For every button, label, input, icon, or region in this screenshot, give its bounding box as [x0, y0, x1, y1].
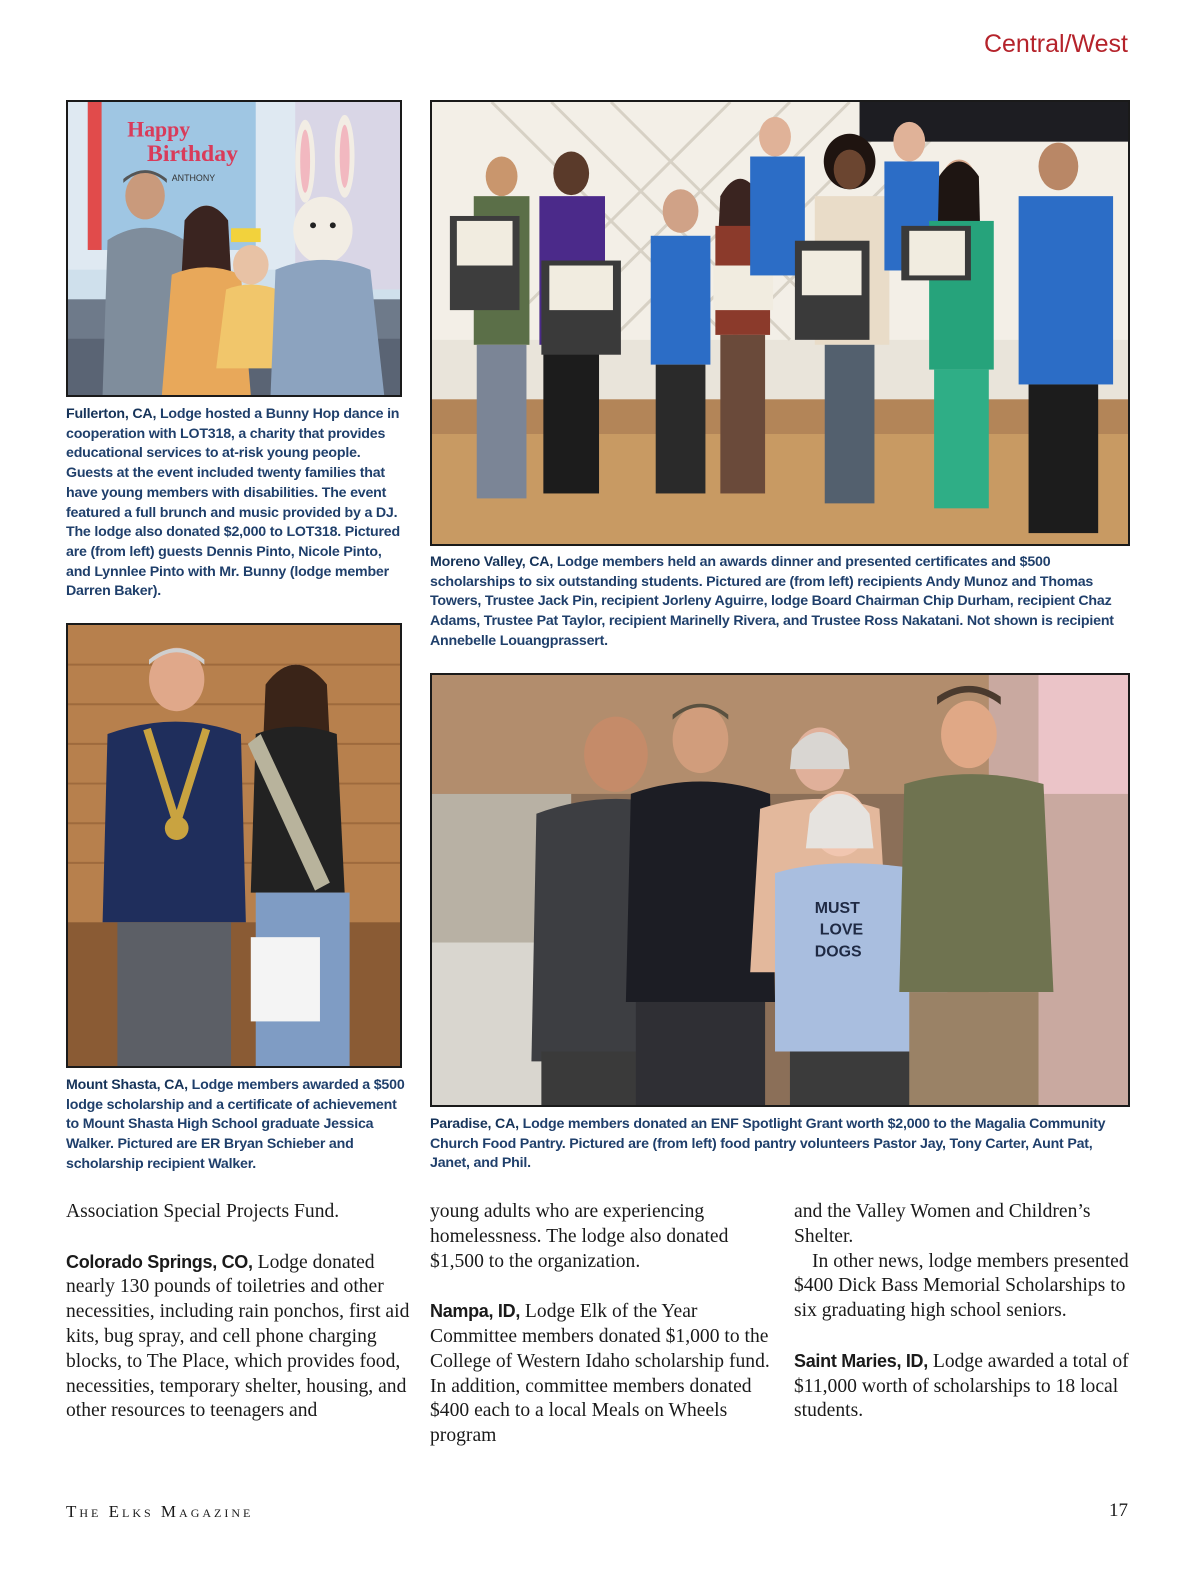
- caption-place: Fullerton, CA,: [66, 406, 157, 422]
- photo-moreno-valley: [430, 100, 1130, 546]
- caption-text: Lodge members donated an ENF Spotlight Grant worth $2,000 to the Magalia Community Church Food Pantry. Pictured are (from left) food pantry volunteers Pastor Jay, Tony Carter, Aunt Pat, Janet, and Phil.: [430, 1116, 1106, 1172]
- banner-name-text: ANTHONY: [171, 172, 216, 183]
- lodge-name: Nampa, ID,: [430, 1301, 521, 1322]
- body-paragraph: [430, 1299, 775, 1449]
- banner-birthday-text: Birthday: [147, 141, 238, 168]
- body-paragraph: and the Valley Women and Children’s Shelter.: [794, 1201, 1091, 1247]
- paragraph-text: Lodge Elk of the Year Committee members donated $1,000 to the College of Western Idaho scholarship fund. In addition, committee members donated $400 each to a local Meals on Wheels program: [430, 1301, 770, 1447]
- body-paragraph: [794, 1349, 1139, 1424]
- shirt-text-line3: DOGS: [814, 943, 862, 961]
- caption-moreno-valley: [430, 553, 1130, 652]
- caption-text: Lodge members held an awards dinner and presented certificates and $500 scholarships to six outstanding students. Pictured are (from left) recipients Andy Munoz and Thomas Towers, Trustee Jack Pin, recipient Jorleny Aguirre, lodge Board Chairman Chip Durham, recipient Chaz Adams, Trustee Pat Taylor, recipient Marinelly Rivera, and Trustee Ross Nakatani. Not shown is recipient Annebelle Louangprassert.: [430, 554, 1114, 649]
- paragraph-text: Lodge awarded a total of $11,000 worth of scholarships to 18 local students.: [794, 1350, 1129, 1422]
- body-paragraph: In other news, lodge members presented $400 Dick Bass Memorial Scholarships to six graduating high school seniors.: [794, 1250, 1129, 1322]
- lodge-name: Saint Maries, ID,: [794, 1350, 928, 1371]
- banner-happy-text: Happy: [127, 117, 191, 142]
- photo-mount-shasta: [66, 623, 402, 1068]
- caption-place: Mount Shasta, CA,: [66, 1077, 188, 1093]
- caption-text: Lodge members awarded a $500 lodge scholarship and a certificate of achievement to Mount Shasta High School graduate Jessica Walker. Pictured are ER Bryan Schieber and scholarship recipient Walker.: [66, 1077, 405, 1172]
- caption-paradise: [430, 1115, 1135, 1174]
- body-column-2: [430, 1200, 775, 1449]
- photo-fullerton: [66, 100, 402, 397]
- body-paragraph: Association Special Projects Fund.: [66, 1201, 340, 1222]
- shirt-text-line1: MUST: [814, 899, 860, 917]
- body-paragraph: [66, 1250, 411, 1425]
- shirt-text-line2: LOVE: [819, 921, 864, 939]
- photo-paradise: [430, 673, 1130, 1107]
- caption-place: Moreno Valley, CA,: [430, 554, 554, 570]
- body-column-3: [794, 1200, 1139, 1424]
- lodge-name: Colorado Springs, CO,: [66, 1251, 253, 1272]
- caption-place: Paradise, CA,: [430, 1116, 519, 1132]
- paragraph-text: Lodge donated nearly 130 pounds of toiletries and other necessities, including rain ponchos, first aid kits, bug spray, and cell phone charging blocks, to The Place, which provides food, necessities, temporary shelter, housing, and other resources to teenagers and: [66, 1251, 410, 1422]
- section-label: Central/West: [983, 30, 1128, 58]
- caption-text: Lodge hosted a Bunny Hop dance in cooperation with LOT318, a charity that provides educational services to at-risk young people. Guests at the event included twenty families that have young members with disabilities. The event featured a full brunch and music provided by a DJ. The lodge also donated $2,000 to LOT318. Pictured are (from left) guests Dennis Pinto, Nicole Pinto, and Lynnlee Pinto with Mr. Bunny (lodge member Darren Baker).: [66, 406, 400, 600]
- body-column-1: [66, 1200, 411, 1424]
- page-number: 17: [1109, 1500, 1128, 1521]
- caption-mount-shasta: [66, 1076, 406, 1175]
- body-paragraph: young adults who are experiencing homelessness. The lodge also donated $1,500 to the organization.: [430, 1201, 729, 1272]
- magazine-title: The Elks Magazine: [66, 1502, 254, 1521]
- caption-fullerton: [66, 405, 406, 602]
